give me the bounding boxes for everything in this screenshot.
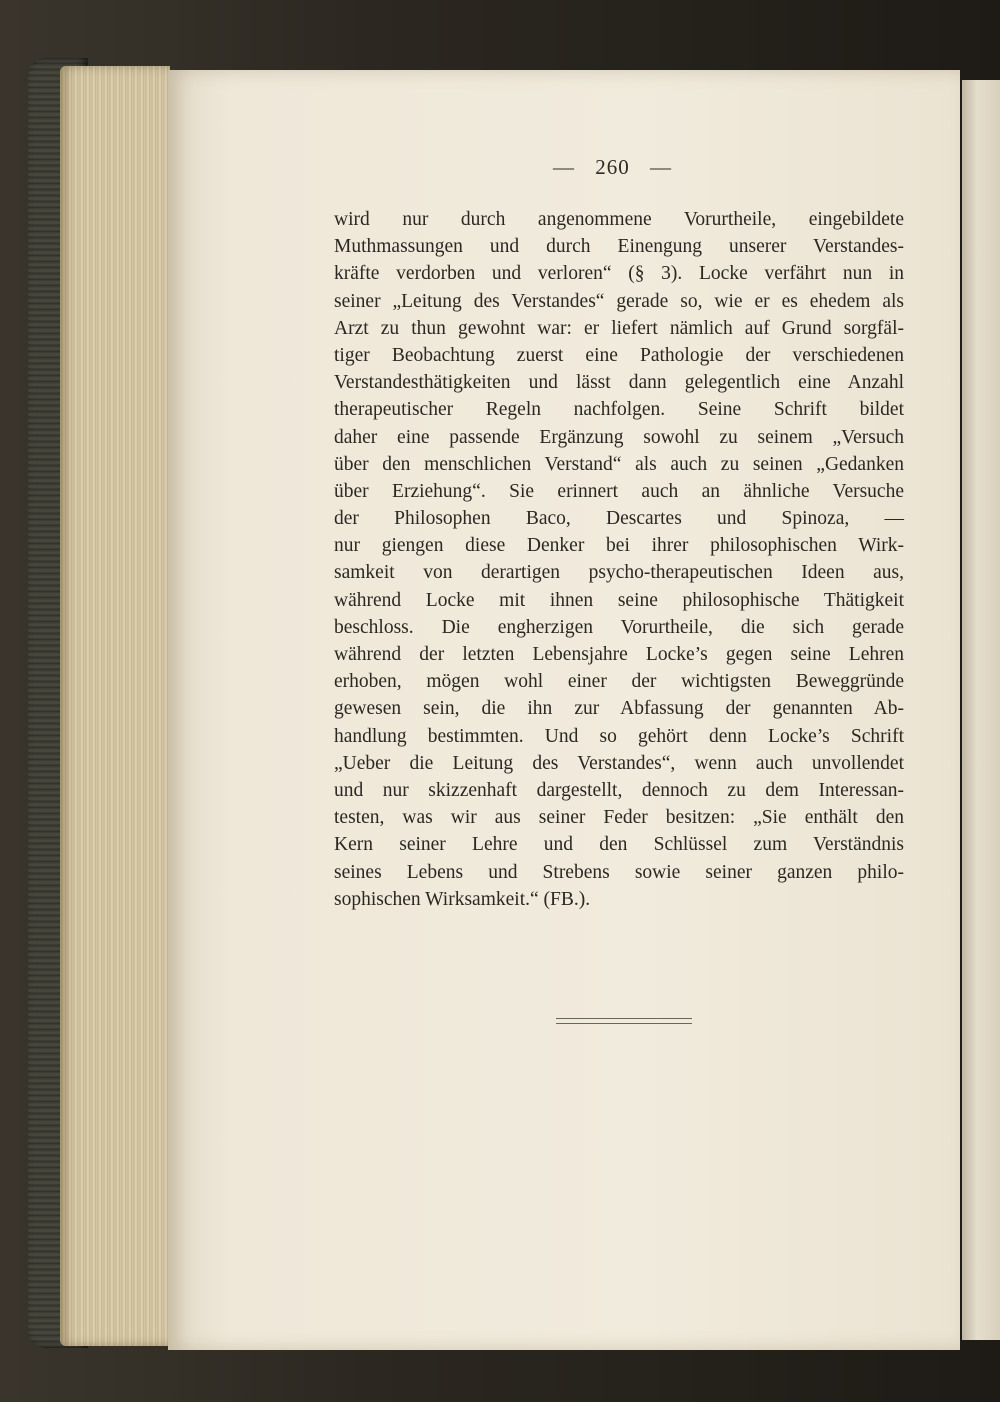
text-line: nur giengen diese Denker bei ihrer philosophischen Wirk- <box>334 535 904 557</box>
text-line: während der letzten Lebensjahre Locke’s gegen seine Lehren <box>334 644 904 665</box>
facing-page-edge <box>962 80 1000 1340</box>
text-line: wird nur durch angenommene Vorurtheile, eingebildete <box>334 209 904 230</box>
page-number: 260 <box>595 155 630 179</box>
text-line: Arzt zu thun gewohnt war: er liefert nämlich auf Grund sorgfäl- <box>334 317 904 339</box>
text-line: über den menschlichen Verstand“ als auch zu seinen „Gedanken <box>334 453 904 475</box>
text-line: handlung bestimmten. Und so gehört denn Locke’s Schrift <box>334 725 904 747</box>
text-line: testen, was wir aus seiner Feder besitzen: „Sie enthält den <box>334 807 904 829</box>
text-line: Verstandesthätigkeiten und lässt dann gelegentlich eine Anzahl <box>334 372 904 394</box>
page-number-header <box>0 155 1000 180</box>
end-of-chapter-rule <box>556 1018 692 1024</box>
body-paragraph <box>334 206 904 913</box>
text-line: Muthmassungen und durch Einengung unserer Verstandes- <box>334 236 904 258</box>
text-line: „Ueber die Leitung des Verstandes“, wenn auch unvollendet <box>334 752 904 774</box>
text-line: tiger Beobachtung zuerst eine Pathologie der verschiedenen <box>334 344 904 366</box>
text-line: seiner „Leitung des Verstandes“ gerade so, wie er es ehedem als <box>334 290 904 312</box>
text-line: der Philosophen Baco, Descartes und Spinoza, — <box>334 508 904 530</box>
text-line: beschloss. Die engherzigen Vorurtheile, die sich gerade <box>334 616 904 638</box>
text-line: Kern seiner Lehre und den Schlüssel zum Verständnis <box>334 834 904 856</box>
page-block-edges <box>60 66 170 1346</box>
text-line: gewesen sein, die ihn zur Abfassung der genannten Ab- <box>334 698 904 720</box>
text-line: erhoben, mögen wohl einer der wichtigsten Beweggründe <box>334 671 904 693</box>
text-line: während Locke mit ihnen seine philosophische Thätigkeit <box>334 589 904 611</box>
text-line: und nur skizzenhaft dargestellt, dennoch zu dem Interessan- <box>334 779 904 801</box>
text-line: sophischen Wirksamkeit.“ (FB.). <box>334 888 591 910</box>
text-line: über Erziehung“. Sie erinnert auch an ähnliche Versuche <box>334 480 904 502</box>
text-line: seines Lebens und Strebens sowie seiner ganzen philo- <box>334 861 904 883</box>
text-line: kräfte verdorben und verloren“ (§ 3). Locke verfährt nun in <box>334 263 904 285</box>
text-line: daher eine passende Ergänzung sowohl zu seinem „Versuch <box>334 426 904 448</box>
page-number-dash-right: — <box>650 155 672 179</box>
page-number-dash-left: — <box>553 155 575 179</box>
text-line: therapeutischer Regeln nachfolgen. Seine Schrift bildet <box>334 399 904 421</box>
text-line: samkeit von derartigen psycho-therapeutischen Ideen aus, <box>334 562 904 584</box>
